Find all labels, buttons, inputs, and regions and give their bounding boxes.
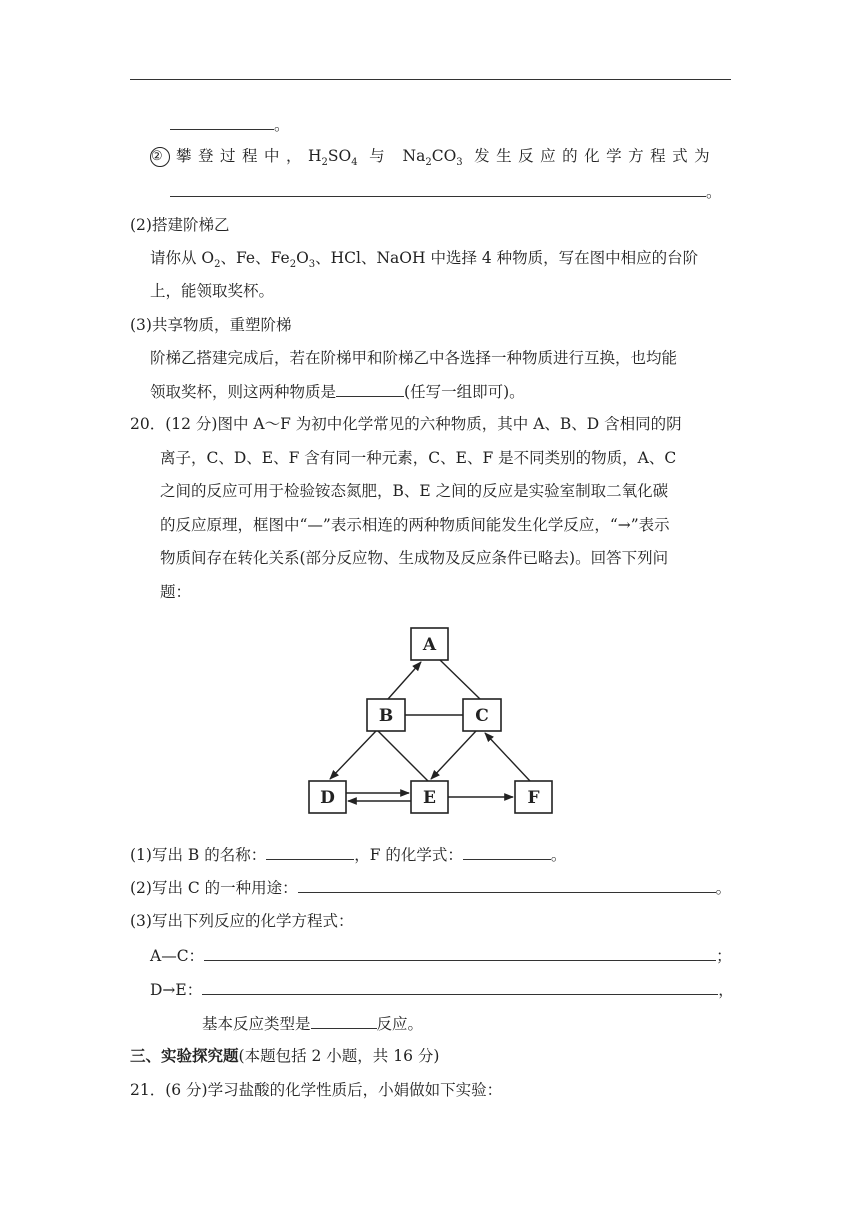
circled-number-2: ② xyxy=(150,147,170,167)
edge-b-to-a xyxy=(388,662,421,699)
answer-blank[interactable] xyxy=(170,113,274,130)
q19-sub3-title: (3)共享物质，重塑阶梯 xyxy=(130,316,292,334)
q20-eq-ac: A—C： ； xyxy=(150,944,732,967)
q20-line2: 离子，C、D、E、F 含有同一种元素，C、E、F 是不同类别的物质，A、C xyxy=(160,449,677,467)
edge-a-c xyxy=(440,660,480,699)
answer-blank-ac[interactable] xyxy=(204,944,716,961)
q20-line1: 20．(12 分)图中 A～F 为初中化学常见的六种物质，其中 A、B、D 含相同的阴 xyxy=(130,415,682,433)
answer-line-0: 。 xyxy=(170,113,290,136)
answer-line-equation: 。 xyxy=(170,180,722,203)
reaction-diagram xyxy=(300,620,560,820)
edge-b-e xyxy=(378,731,428,781)
q20-line5: 物质间存在转化关系(部分反应物、生成物及反应条件已略去)。回答下列问 xyxy=(160,549,669,567)
q19-sub2-line2: 上，能领取奖杯。 xyxy=(150,282,275,300)
node-e xyxy=(411,781,448,813)
q20-reaction-type: 基本反应类型是 反应。 xyxy=(202,1012,423,1035)
q19-sub3-line2: 领取奖杯，则这两种物质是 (任写一组即可)。 xyxy=(150,380,525,403)
q20-sub3: (3)写出下列反应的化学方程式： xyxy=(130,912,354,930)
answer-blank[interactable] xyxy=(170,180,706,197)
svg-text:E: E xyxy=(423,788,436,808)
q20-sub1: (1)写出 B 的名称： ，F 的化学式： 。 xyxy=(130,843,566,866)
q20-line6: 题： xyxy=(160,583,192,601)
edge-f-to-c xyxy=(485,733,530,781)
formula-na2co3: $Na_2CO_3$ xyxy=(402,147,463,169)
q19-sub3-line1: 阶梯乙搭建完成后，若在阶梯甲和阶梯乙中各选择一种物质进行互换，也均能 xyxy=(150,349,678,367)
q20-line3: 之间的反应可用于检验铵态氮肥，B、E 之间的反应是实验室制取二氧化碳 xyxy=(160,482,669,500)
q20-line4: 的反应原理，框图中“—”表示相连的两种物质间能发生化学反应，“→”表示 xyxy=(160,516,670,534)
q19-part2-line: ② 攀登过程中，$H_2SO_4$ 与 $Na_2CO_3$ 发生反应的化学方程式为 xyxy=(151,147,717,169)
edge-b-to-d xyxy=(330,731,376,779)
formula-h2so4: $H_2SO_4$ xyxy=(308,147,358,169)
node-d xyxy=(309,781,346,813)
q19-sub2-line1: 请你从 $O_2$、Fe、$Fe_2O_3$、HCl、NaOH 中选择 4 种物质，写在图中相应的台阶 xyxy=(150,249,699,271)
svg-text:F: F xyxy=(527,788,540,808)
answer-blank[interactable] xyxy=(336,380,404,397)
answer-blank-f-formula[interactable] xyxy=(463,843,551,860)
answer-blank-b-name[interactable] xyxy=(266,843,354,860)
q20-sub2: (2)写出 C 的一种用途： 。 xyxy=(130,876,731,899)
answer-blank-type[interactable] xyxy=(311,1012,377,1029)
header-rule xyxy=(130,79,731,80)
q19-sub2-title: (2)搭建阶梯乙 xyxy=(130,216,230,234)
answer-blank-de[interactable] xyxy=(202,978,718,995)
svg-text:B: B xyxy=(378,706,394,726)
answer-blank-c-use[interactable] xyxy=(298,876,716,893)
q21-line1: 21．(6 分)学习盐酸的化学性质后，小娟做如下实验： xyxy=(130,1081,503,1099)
node-c xyxy=(463,699,501,731)
edge-c-to-e xyxy=(431,731,476,779)
node-a xyxy=(411,628,448,660)
q20-eq-de: D→E： ， xyxy=(150,978,734,1001)
svg-text:A: A xyxy=(422,635,437,655)
node-f xyxy=(515,781,552,813)
svg-text:C: C xyxy=(475,706,489,726)
section3-heading: 三、实验探究题(本题包括 2 小题，共 16 分) xyxy=(130,1046,440,1065)
node-b xyxy=(367,699,405,731)
svg-text:D: D xyxy=(320,788,335,808)
